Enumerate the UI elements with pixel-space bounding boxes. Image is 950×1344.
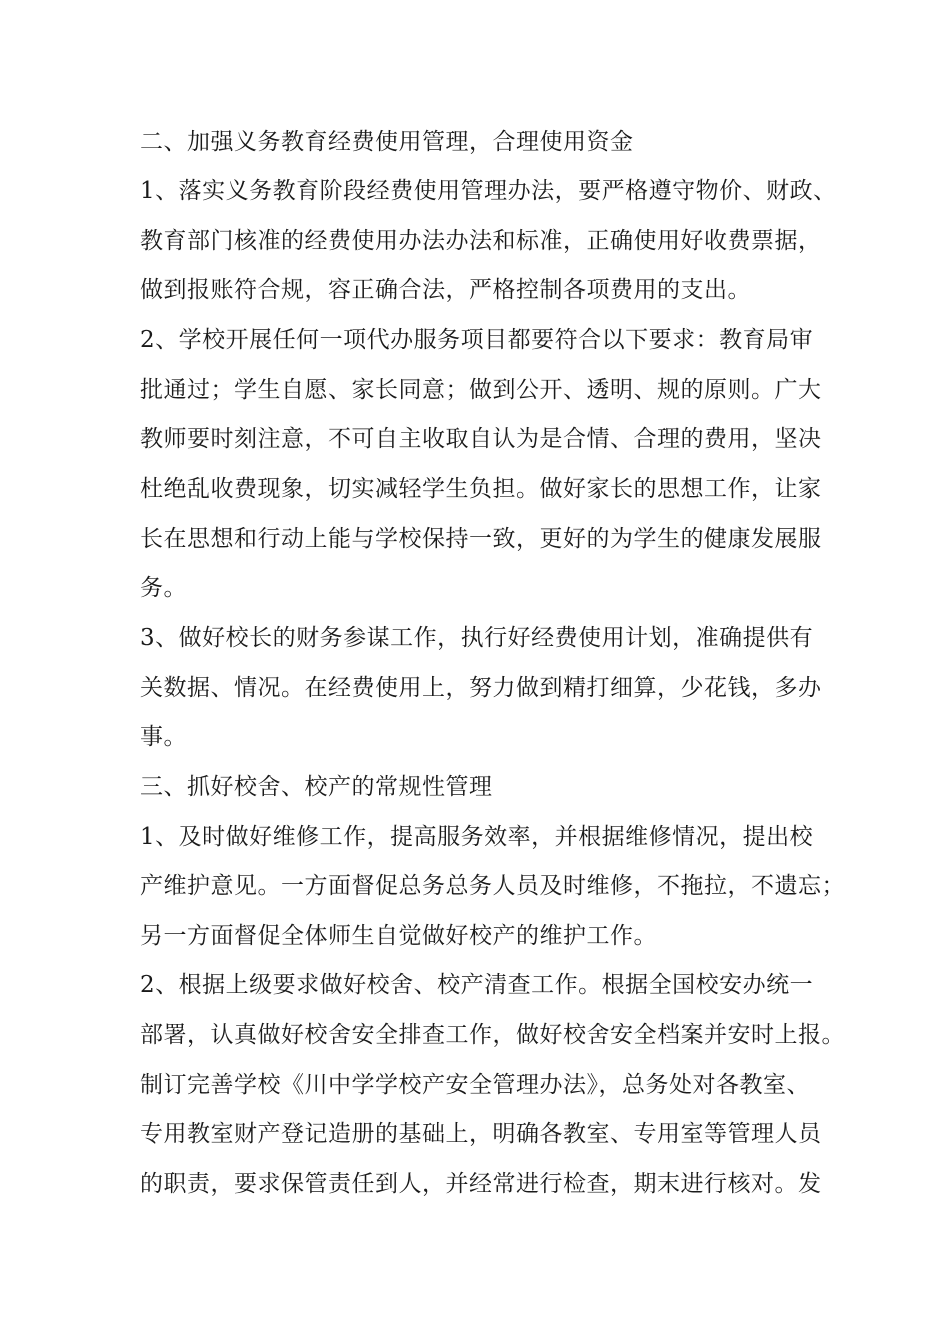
heading-section-3: 三、抓好校舍、校产的常规性管理 [140, 774, 493, 800]
text-line: 1、及时做好维修工作，提高服务效率，并根据维修情况，提出校 [140, 824, 814, 850]
text-line: 务。 [140, 575, 187, 601]
text-line: 的职责，要求保管责任到人，并经常进行检查，期末进行核对。发 [140, 1171, 822, 1197]
text-line: 教育部门核准的经费使用办法办法和标准，正确使用好收费票据， [140, 228, 822, 254]
text-line: 3、做好校长的财务参谋工作，执行好经费使用计划，准确提供有 [140, 625, 814, 651]
text-line: 2、学校开展任何一项代办服务项目都要符合以下要求：教育局审 [140, 327, 814, 353]
text-line: 做到报账符合规，容正确合法，严格控制各项费用的支出。 [140, 277, 751, 303]
text-line: 教师要时刻注意，不可自主收取自认为是合情、合理的费用，坚决 [140, 426, 822, 452]
text-line: 2、根据上级要求做好校舍、校产清查工作。根据全国校安办统一 [140, 972, 814, 998]
text-line: 专用教室财产登记造册的基础上，明确各教室、专用室等管理人员 [140, 1121, 822, 1147]
text-line: 批通过；学生自愿、家长同意；做到公开、透明、规的原则。广大 [140, 377, 822, 403]
text-line: 1、落实义务教育阶段经费使用管理办法，要严格遵守物价、财政、 [140, 178, 837, 204]
text-line: 关数据、情况。在经费使用上，努力做到精打细算，少花钱，多办 [140, 675, 822, 701]
text-line: 杜绝乱收费现象，切实减轻学生负担。做好家长的思想工作，让家 [140, 476, 822, 502]
text-line: 部署，认真做好校舍安全排查工作，做好校舍安全档案并安时上报。 [140, 1022, 845, 1048]
text-line: 长在思想和行动上能与学校保持一致，更好的为学生的健康发展服 [140, 526, 822, 552]
text-line: 另一方面督促全体师生自觉做好校产的维护工作。 [140, 923, 657, 949]
text-line: 制订完善学校《川中学学校产安全管理办法》，总务处对各教室、 [140, 1072, 810, 1098]
text-line: 产维护意见。一方面督促总务总务人员及时维修，不拖拉，不遗忘； [140, 873, 845, 899]
text-line: 事。 [140, 724, 187, 750]
heading-section-2: 二、加强义务教育经费使用管理，合理使用资金 [140, 129, 634, 155]
